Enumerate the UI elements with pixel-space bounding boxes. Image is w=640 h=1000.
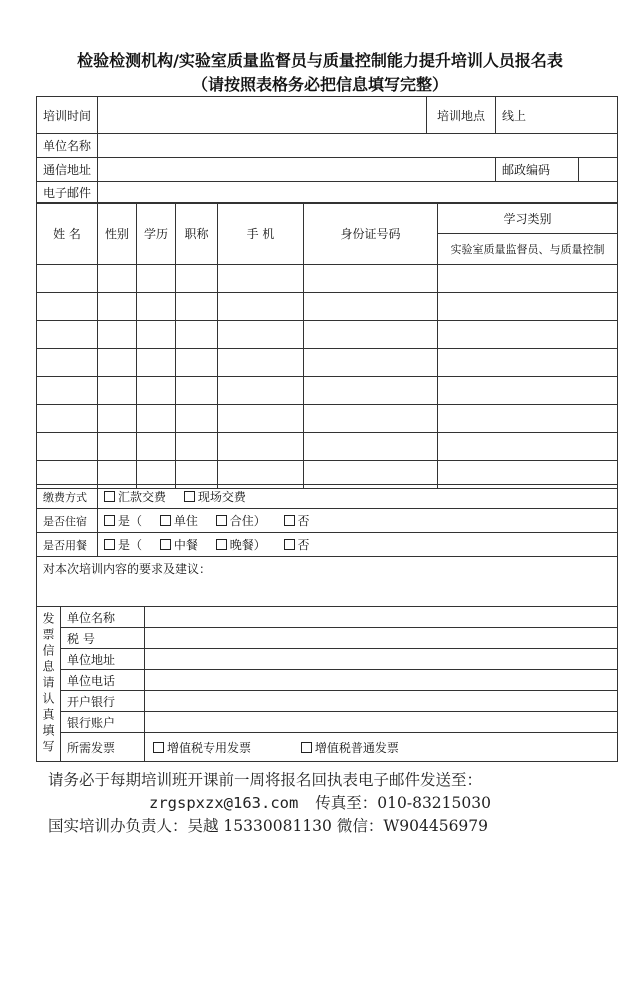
invoice-address-label: 单位地址 bbox=[61, 649, 145, 670]
col-education: 学历 bbox=[137, 203, 176, 265]
col-id: 身份证号码 bbox=[304, 203, 438, 265]
checkbox-icon bbox=[184, 491, 195, 502]
invoice-unit-name-input[interactable] bbox=[145, 607, 618, 628]
postcode-label: 邮政编码 bbox=[496, 158, 579, 181]
payment-label: 缴费方式 bbox=[37, 485, 98, 509]
unit-name-label: 单位名称 bbox=[37, 134, 98, 158]
checkbox-icon bbox=[284, 515, 295, 526]
checkbox-icon bbox=[216, 515, 227, 526]
train-place-value[interactable]: 线上 bbox=[496, 97, 618, 134]
address-input[interactable] bbox=[98, 158, 496, 182]
lodging-shared-checkbox[interactable]: 合住） bbox=[216, 514, 266, 528]
meals-lunch-checkbox[interactable]: 中餐 bbox=[160, 538, 198, 552]
table-row[interactable] bbox=[37, 405, 618, 433]
footer-responsible: 国实培训办负责人：吴越 15330081130 微信：W904456979 bbox=[48, 817, 489, 835]
checkbox-icon bbox=[160, 539, 171, 550]
checkbox-icon bbox=[153, 742, 164, 753]
email-input[interactable] bbox=[98, 182, 618, 204]
table-row[interactable] bbox=[37, 265, 618, 293]
payment-option-transfer[interactable]: 汇款交费 bbox=[104, 490, 166, 504]
meals-yes-checkbox[interactable]: 是（ bbox=[104, 538, 142, 552]
lodging-yes-checkbox[interactable]: 是（ bbox=[104, 514, 142, 528]
suggestion-field[interactable] bbox=[37, 557, 618, 607]
invoice-address-input[interactable] bbox=[145, 649, 618, 670]
lodging-single-checkbox[interactable]: 单住 bbox=[160, 514, 198, 528]
checkbox-icon bbox=[284, 539, 295, 550]
invoice-account-label: 银行账户 bbox=[61, 712, 145, 733]
payment-option-onsite[interactable]: 现场交费 bbox=[184, 490, 246, 504]
invoice-account-input[interactable] bbox=[145, 712, 618, 733]
train-time-label: 培训时间 bbox=[37, 97, 98, 134]
train-place-label: 培训地点 bbox=[427, 97, 496, 134]
invoice-type-label: 所需发票 bbox=[61, 733, 145, 762]
meals-no-checkbox[interactable]: 否 bbox=[284, 538, 310, 552]
table-row[interactable] bbox=[37, 377, 618, 405]
train-time-input[interactable] bbox=[98, 97, 427, 134]
invoice-phone-label: 单位电话 bbox=[61, 670, 145, 691]
table-row[interactable] bbox=[37, 433, 618, 461]
col-name: 姓 名 bbox=[37, 203, 98, 265]
table-row[interactable] bbox=[37, 321, 618, 349]
email-label: 电子邮件 bbox=[37, 182, 98, 204]
address-label: 通信地址 bbox=[37, 158, 98, 182]
checkbox-icon bbox=[104, 539, 115, 550]
invoice-tax-no-input[interactable] bbox=[145, 628, 618, 649]
col-gender: 性别 bbox=[98, 203, 137, 265]
table-row[interactable] bbox=[37, 349, 618, 377]
lodging-no-checkbox[interactable]: 否 bbox=[284, 514, 310, 528]
info-table bbox=[36, 96, 618, 204]
invoice-side-label: 发票信息请认真填写 bbox=[37, 607, 61, 762]
form-title: 检验检测机构/实验室质量监督员与质量控制能力提升培训人员报名表 bbox=[77, 51, 563, 70]
col-phone: 手 机 bbox=[218, 203, 304, 265]
unit-name-input[interactable] bbox=[98, 134, 618, 158]
invoice-special-checkbox[interactable]: 增值税专用发票 bbox=[153, 741, 251, 755]
footer-fax: 传真至：010-83215030 bbox=[315, 794, 491, 812]
checkbox-icon bbox=[160, 515, 171, 526]
meals-dinner-checkbox[interactable]: 晚餐） bbox=[216, 538, 266, 552]
footer-instruction: 请务必于每期培训班开课前一周将报名回执表电子邮件发送至： bbox=[48, 771, 483, 789]
postcode-cell bbox=[496, 158, 618, 182]
invoice-unit-name-label: 单位名称 bbox=[61, 607, 145, 628]
footer-contact bbox=[0, 791, 640, 813]
invoice-table bbox=[36, 606, 618, 762]
suggestion-label: 对本次培训内容的要求及建议： bbox=[43, 562, 212, 576]
checkbox-icon bbox=[104, 491, 115, 502]
checkbox-icon bbox=[301, 742, 312, 753]
invoice-tax-no-label: 税 号 bbox=[61, 628, 145, 649]
col-category: 学习类别 bbox=[438, 203, 618, 234]
lodging-label: 是否住宿 bbox=[37, 509, 98, 533]
invoice-bank-input[interactable] bbox=[145, 691, 618, 712]
footer-email[interactable]: zrgspxzx@163.com bbox=[149, 794, 299, 812]
participants-table bbox=[36, 202, 618, 489]
col-title: 职称 bbox=[176, 203, 218, 265]
form-subtitle: （请按照表格务必把信息填写完整） bbox=[191, 75, 448, 94]
table-row[interactable] bbox=[37, 293, 618, 321]
meals-label: 是否用餐 bbox=[37, 533, 98, 557]
options-table bbox=[36, 484, 618, 607]
checkbox-icon bbox=[104, 515, 115, 526]
invoice-phone-input[interactable] bbox=[145, 670, 618, 691]
invoice-bank-label: 开户银行 bbox=[61, 691, 145, 712]
col-category-sub: 实验室质量监督员、与质量控制 bbox=[438, 234, 618, 265]
checkbox-icon bbox=[216, 539, 227, 550]
postcode-input[interactable] bbox=[579, 158, 617, 181]
invoice-normal-checkbox[interactable]: 增值税普通发票 bbox=[301, 741, 399, 755]
